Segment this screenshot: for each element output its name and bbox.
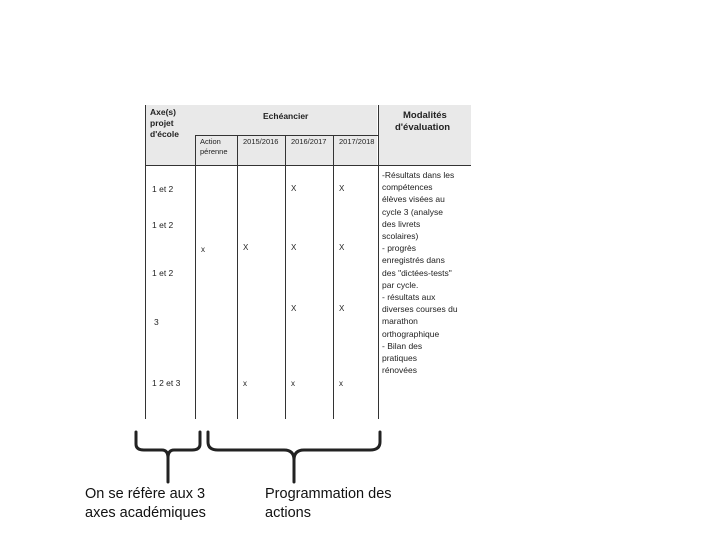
axes-header-line-1: Axe(s) bbox=[150, 107, 176, 117]
eval-line: des "dictées-tests" bbox=[382, 267, 452, 278]
mark-row1-2017: X bbox=[339, 184, 345, 193]
axes-row-1: 1 et 2 bbox=[152, 184, 174, 194]
left-caption-line-1: On se réfère aux 3 bbox=[85, 486, 206, 502]
axes-row-5: 1 2 et 3 bbox=[152, 378, 181, 388]
column-divider-axes bbox=[195, 135, 196, 419]
left-brace bbox=[128, 430, 208, 490]
subheader-year-2016: 2016/2017 bbox=[291, 137, 327, 146]
eval-line: des livrets bbox=[382, 218, 421, 229]
left-caption-line-2: axes académiques bbox=[85, 505, 206, 521]
modalites-header-line-2: d'évaluation bbox=[395, 122, 451, 133]
eval-line: compétences bbox=[382, 182, 433, 193]
eval-line: diverses courses du bbox=[382, 304, 458, 315]
axes-header-line-2: projet bbox=[150, 118, 174, 128]
axes-row-2: 1 et 2 bbox=[152, 220, 174, 230]
modalites-header-line-1: Modalités bbox=[403, 110, 447, 121]
mark-row3-2017: X bbox=[339, 304, 345, 313]
mark-row2-2017: X bbox=[339, 243, 345, 252]
column-divider-eval bbox=[378, 105, 379, 419]
eval-line: enregistrés dans bbox=[382, 255, 445, 266]
eval-line: - Bilan des bbox=[382, 340, 423, 351]
axes-header-line-3: d'école bbox=[150, 129, 179, 139]
axes-row-3: 1 et 2 bbox=[152, 268, 174, 278]
eval-line: -Résultats dans les bbox=[382, 170, 455, 180]
header-bottom-line bbox=[145, 165, 471, 166]
column-divider-year2 bbox=[333, 135, 334, 419]
eval-line: par cycle. bbox=[382, 279, 419, 290]
right-caption-line-1: Programmation des bbox=[265, 486, 392, 502]
mark-row1-2016: X bbox=[291, 184, 297, 193]
mark-row2-perenne: x bbox=[201, 245, 205, 254]
right-caption-line-2: actions bbox=[265, 505, 311, 521]
right-brace bbox=[200, 430, 390, 490]
action-plan-table bbox=[145, 105, 471, 419]
mark-row4-2017: x bbox=[339, 379, 343, 388]
eval-line: marathon bbox=[382, 316, 418, 327]
eval-line: - progrès bbox=[382, 243, 417, 254]
eval-line: rénovées bbox=[382, 365, 417, 376]
column-divider-perenne bbox=[237, 135, 238, 419]
subheader-perenne-line-1: Action bbox=[200, 137, 221, 146]
echeancier-header: Echéancier bbox=[263, 111, 309, 121]
subheader-year-2015: 2015/2016 bbox=[243, 137, 279, 146]
eval-line: cycle 3 (analyse bbox=[382, 206, 443, 217]
mark-row2-2016: X bbox=[291, 243, 297, 252]
evaluation-text bbox=[382, 169, 470, 376]
column-divider-year1 bbox=[285, 135, 286, 419]
table-border-left bbox=[145, 105, 146, 419]
eval-line: pratiques bbox=[382, 353, 417, 364]
eval-line: élèves visées au bbox=[382, 194, 445, 205]
eval-line: orthographique bbox=[382, 328, 440, 339]
mark-row3-2016: X bbox=[291, 304, 297, 313]
mark-row4-2016: x bbox=[291, 379, 295, 388]
eval-line: - résultats aux bbox=[382, 292, 436, 303]
mark-row4-2015: x bbox=[243, 379, 247, 388]
axes-row-4: 3 bbox=[154, 317, 159, 327]
subheader-perenne-line-2: pérenne bbox=[200, 147, 228, 156]
mark-row2-2015: X bbox=[243, 243, 249, 252]
subheader-year-2017: 2017/2018 bbox=[339, 137, 375, 146]
eval-line: scolaires) bbox=[382, 231, 419, 242]
